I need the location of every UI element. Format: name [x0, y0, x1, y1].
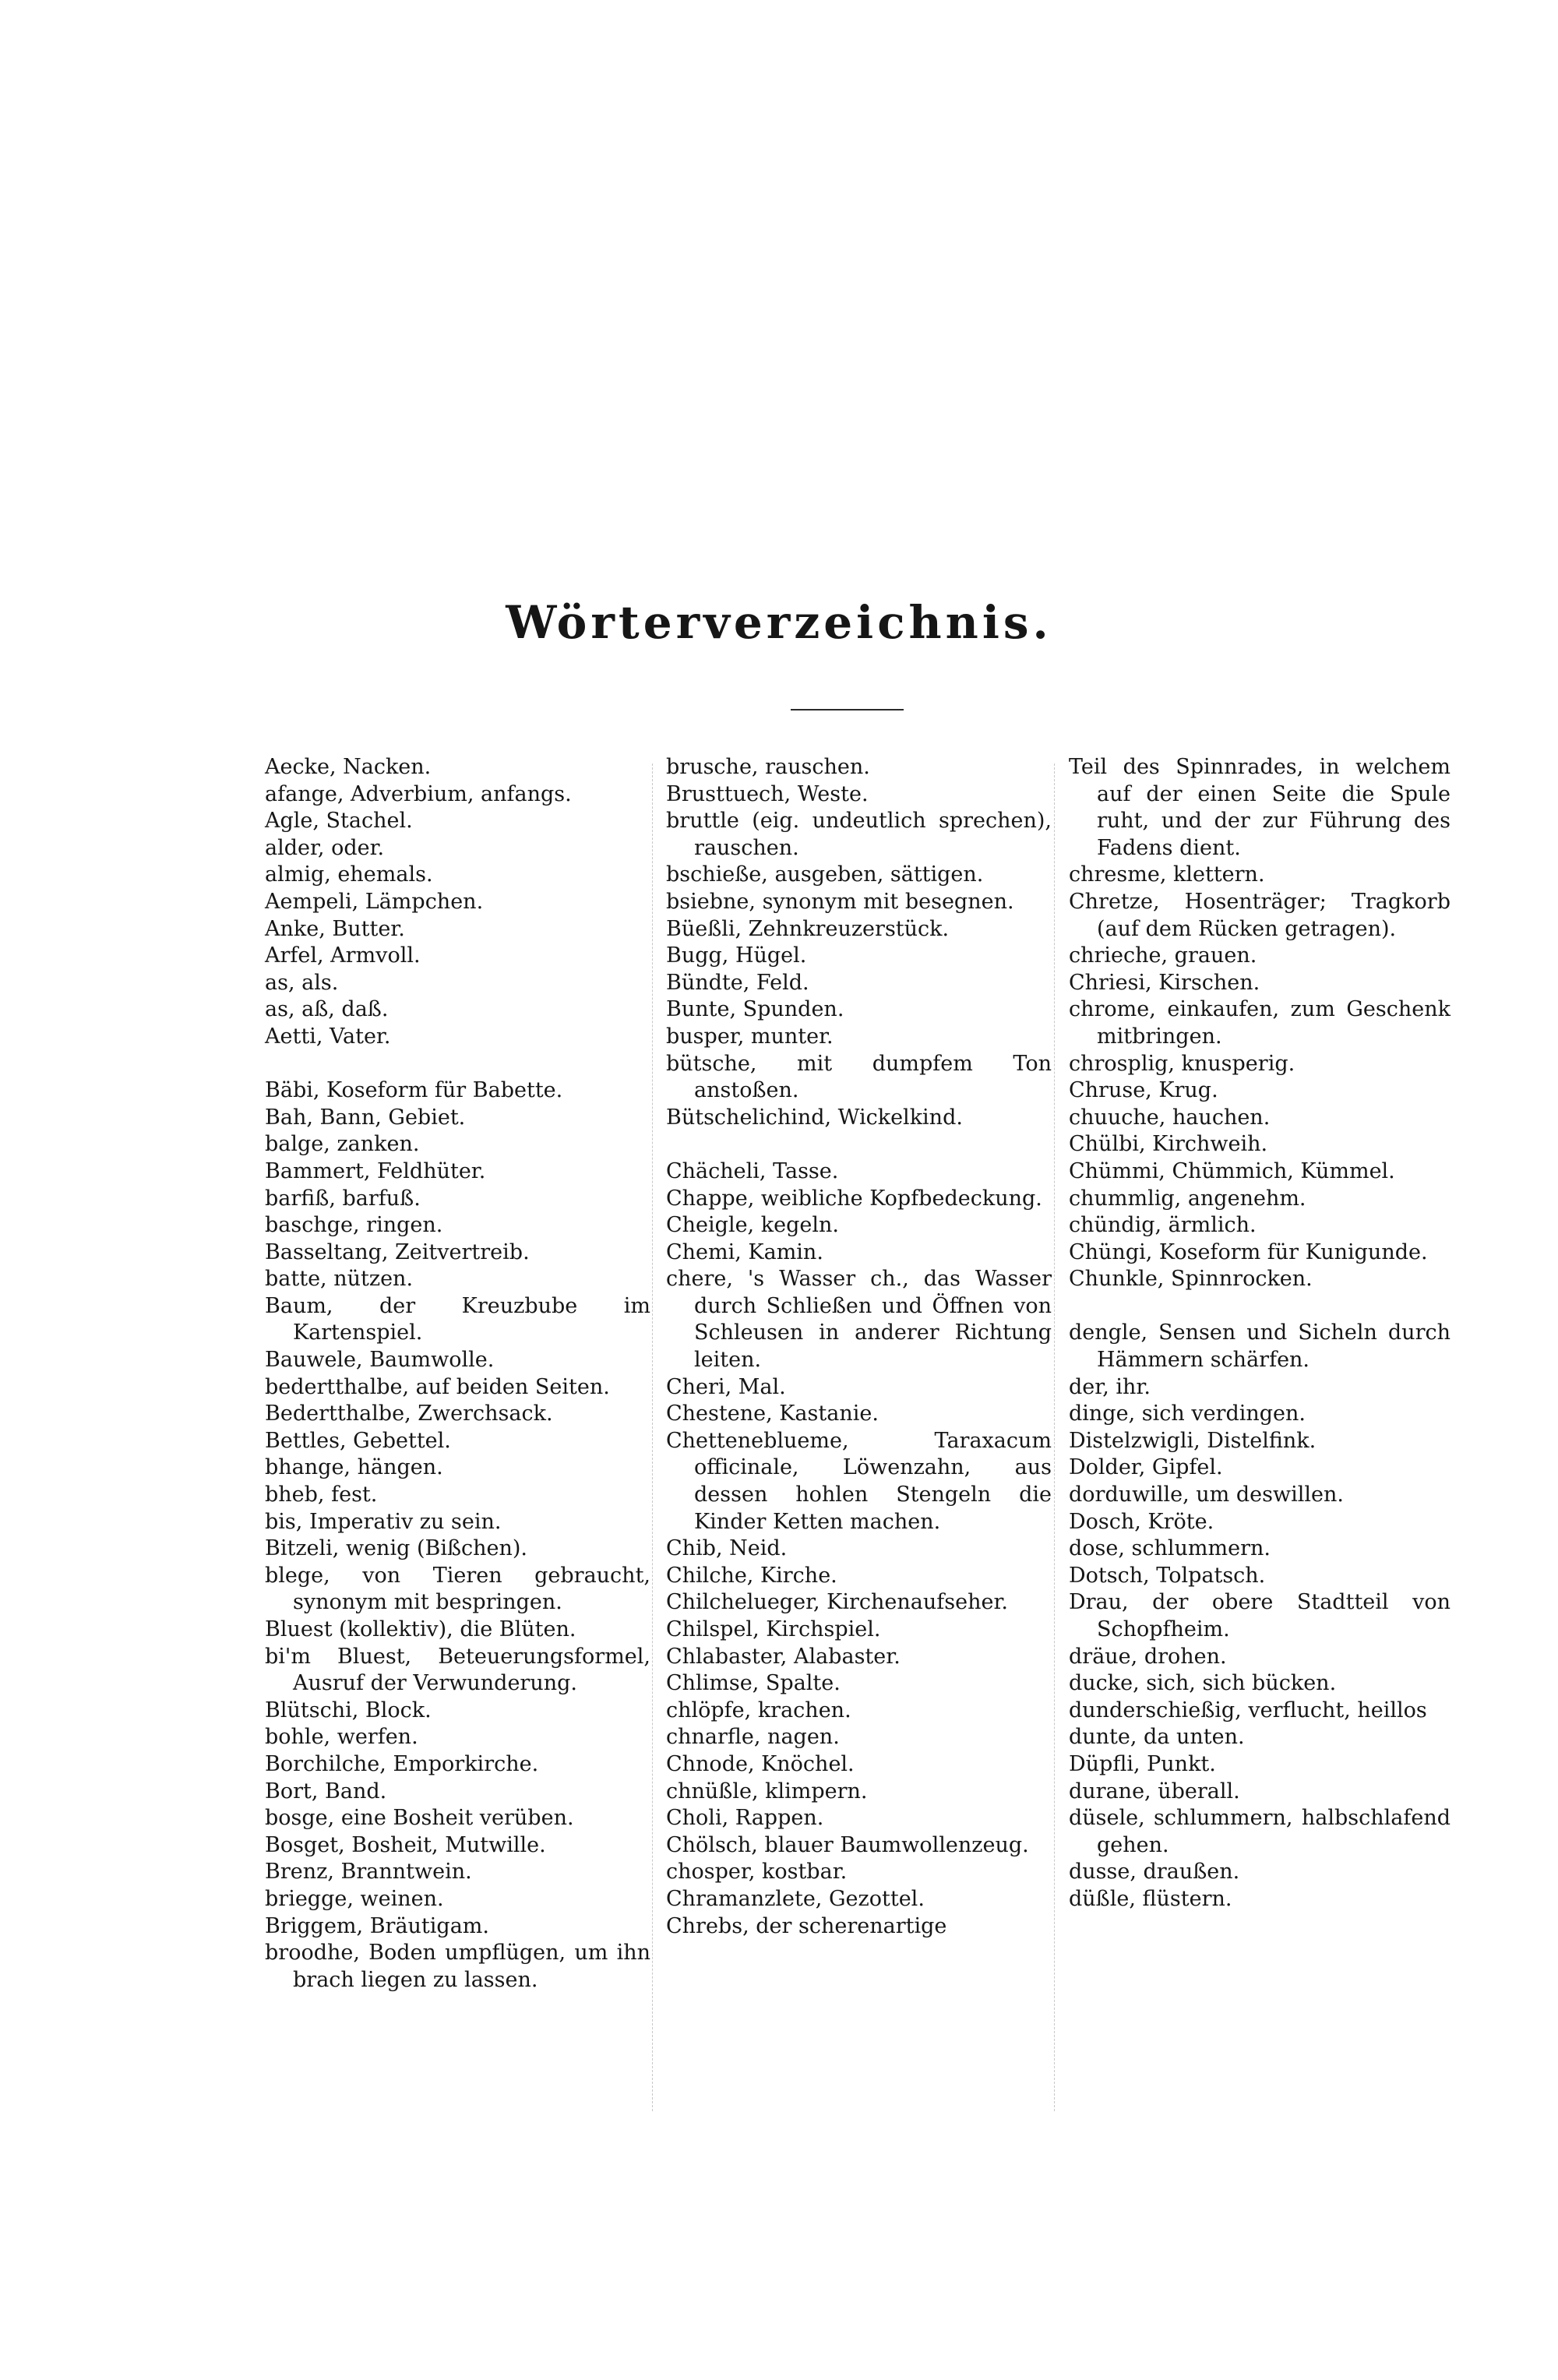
glossary-entry: Chächeli, Tasse.	[666, 1158, 839, 1183]
glossary-entry: bedertthalbe, auf beiden Seiten.	[265, 1374, 610, 1399]
glossary-entry: chresme, klettern.	[1069, 862, 1265, 887]
glossary-entry: Aecke, Nacken.	[265, 755, 432, 779]
glossary-entry: Briggem, Bräutigam.	[265, 1913, 489, 1938]
glossary-entry: chrieche, grauen.	[1069, 943, 1257, 968]
glossary-entry: Chrebs, der scherenartige	[666, 1913, 947, 1938]
glossary-entry: chrome, einkaufen, zum Geschenk mitbringen.	[1069, 997, 1450, 1049]
glossary-entry: Cheri, Mal.	[666, 1374, 786, 1399]
glossary-entry: Chib, Neid.	[666, 1536, 788, 1561]
glossary-entry: Chunkle, Spinnrocken.	[1069, 1267, 1313, 1292]
section-gap	[265, 1051, 650, 1078]
glossary-column-1	[265, 754, 650, 1994]
page-title: Wörterverzeichnis.	[506, 596, 1052, 649]
glossary-entry: dunte, da unten.	[1069, 1725, 1245, 1750]
glossary-entry: dinge, sich verdingen.	[1069, 1402, 1306, 1426]
glossary-entry: balge, zanken.	[265, 1132, 420, 1157]
glossary-entry: Chettenebluеme, Taraxacum officinale, Löwenzahn, aus dessen hohlen Stengeln die Kinder Ketten machen.	[666, 1428, 1052, 1534]
glossary-entry: Bettles, Gebettel.	[265, 1428, 451, 1453]
glossary-entry: broodhe, Boden umpflügen, um ihn brach liegen zu lassen.	[265, 1941, 650, 1992]
glossary-entry: Chölsch, blauer Baumwollenzeug.	[666, 1832, 1029, 1857]
glossary-entry: Chüngi, Koseform für Kunigunde.	[1069, 1239, 1428, 1264]
glossary-entry: Chnode, Knöchel.	[666, 1751, 855, 1776]
glossary-entry: ducke, sich, sich bücken.	[1069, 1671, 1337, 1696]
glossary-entry: Brenz, Branntwein.	[265, 1860, 472, 1885]
glossary-entry: dengle, Sensen und Sicheln durch Hämmern schärfen.	[1069, 1320, 1450, 1373]
glossary-entry: batte, nützen.	[265, 1267, 414, 1292]
glossary-entry: bi'm Bluest, Beteuerungsformel, Ausruf der Verwunderung.	[265, 1644, 650, 1696]
column-divider	[1054, 763, 1055, 2111]
glossary-entry: Borchilche, Emporkirche.	[265, 1751, 539, 1776]
glossary-entry: chuuche, hauchen.	[1069, 1105, 1271, 1130]
glossary-entry: düsele, schlummern, halbschlafend gehen.	[1069, 1806, 1450, 1857]
glossary-entry: Dosch, Kröte.	[1069, 1509, 1214, 1534]
glossary-entry: dusse, draußen.	[1069, 1860, 1240, 1885]
glossary-entry: Distelzwigli, Distelfink.	[1069, 1428, 1317, 1453]
glossary-entry: bütsche, mit dumpfem Ton anstoßen.	[666, 1051, 1052, 1103]
glossary-entry: dose, schlummern.	[1069, 1536, 1271, 1561]
glossary-entry: Bah, Bann, Gebiet.	[265, 1105, 466, 1130]
glossary-entry: Düpfli, Punkt.	[1069, 1751, 1216, 1776]
glossary-entry: bis, Imperativ zu sein.	[265, 1509, 502, 1534]
glossary-entry: Arfel, Armvoll.	[265, 943, 421, 968]
glossary-entry: Cheigle, kegeln.	[666, 1213, 839, 1238]
glossary-entry: Anke, Butter.	[265, 916, 405, 941]
glossary-entry: Büeßli, Zehnkreuzerstück.	[666, 916, 950, 941]
glossary-entry: Bedertthalbe, Zwerchsack.	[265, 1402, 553, 1426]
glossary-entry: Bäbi, Koseform für Babette.	[265, 1078, 563, 1103]
glossary-entry: Chramanzlete, Gezottel.	[666, 1886, 925, 1911]
glossary-entry: chere, 's Wasser ch., das Wasser durch Schließen und Öffnen von Schleusen in anderer Richtung leiten.	[666, 1267, 1052, 1373]
glossary-entry: Bluest (kollektiv), die Blüten.	[265, 1617, 576, 1641]
glossary-entry: dräue, drohen.	[1069, 1644, 1227, 1669]
glossary-entry: Bunte, Spunden.	[666, 997, 844, 1022]
glossary-entry: bsiebne, synonym mit besegnen.	[666, 889, 1014, 914]
glossary-entry: Choli, Rappen.	[666, 1806, 824, 1831]
section-gap	[666, 1131, 1052, 1158]
glossary-entry: chummlig, angenehm.	[1069, 1186, 1306, 1211]
glossary-entry: Brusttuech, Weste.	[666, 781, 869, 806]
glossary-entry: afange, Adverbium, anfangs.	[265, 781, 572, 806]
glossary-entry: Chretze, Hosenträger; Tragkorb (auf dem Rücken getragen).	[1069, 889, 1450, 941]
glossary-entry: Bugg, Hügel.	[666, 943, 807, 968]
glossary-column-2	[666, 754, 1052, 1940]
glossary-entry: Chilche, Kirche.	[666, 1563, 837, 1588]
glossary-entry: barfiß, barfuß.	[265, 1186, 421, 1211]
glossary-entry: Dotsch, Tolpatsch.	[1069, 1563, 1266, 1588]
glossary-entry: Bammert, Feldhüter.	[265, 1158, 486, 1183]
glossary-entry: blege, von Tieren gebraucht, synonym mit bespringen.	[265, 1563, 650, 1615]
glossary-entry: Bütschelichind, Wickelkind.	[666, 1105, 963, 1130]
glossary-entry: Chülbi, Kirchweih.	[1069, 1132, 1268, 1157]
glossary-entry: Chlabaster, Alabaster.	[666, 1644, 901, 1669]
title-rule	[791, 709, 904, 710]
glossary-entry: Chilchelueger, Kirchenaufseher.	[666, 1590, 1008, 1615]
glossary-entry: Chilspel, Kirchspiel.	[666, 1617, 881, 1641]
glossary-column-3	[1069, 754, 1450, 1913]
glossary-entry: durane, überall.	[1069, 1779, 1240, 1804]
glossary-entry: bheb, fest.	[265, 1483, 378, 1507]
glossary-entry: Bündte, Feld.	[666, 970, 809, 995]
glossary-entry: Dolder, Gipfel.	[1069, 1455, 1223, 1480]
column-divider	[652, 763, 653, 2111]
glossary-entry: briegge, weinen.	[265, 1886, 444, 1911]
glossary-entry: busper, munter.	[666, 1024, 834, 1049]
glossary-entry: Bosget, Bosheit, Mutwille.	[265, 1832, 546, 1857]
glossary-entry: Blütschi, Block.	[265, 1698, 432, 1722]
glossary-entry: Teil des Spinnrades, in welchem auf der einen Seite die Spule ruht, und der zur Führung des Fadens dient.	[1069, 755, 1450, 860]
glossary-entry: chosper, kostbar.	[666, 1860, 848, 1885]
section-gap	[1069, 1293, 1450, 1320]
glossary-entry: Chriesi, Kirschen.	[1069, 970, 1260, 995]
glossary-entry: düßle, flüstern.	[1069, 1886, 1232, 1911]
glossary-entry: Agle, Stachel.	[265, 809, 413, 834]
glossary-entry: Bauwele, Baumwolle.	[265, 1348, 495, 1373]
glossary-entry: bruttle (eig. undeutlich sprechen), rauschen.	[666, 809, 1052, 860]
glossary-entry: Basseltang, Zeitvertreib.	[265, 1239, 530, 1264]
glossary-entry: Baum, der Kreuzbube im Kartenspiel.	[265, 1293, 650, 1345]
glossary-entry: dorduwille, um deswillen.	[1069, 1483, 1344, 1507]
glossary-entry: Chemi, Kamin.	[666, 1239, 823, 1264]
glossary-entry: bhange, hängen.	[265, 1455, 443, 1480]
glossary-entry: baschge, ringen.	[265, 1213, 443, 1238]
glossary-entry: Bitzeli, wenig (Bißchen).	[265, 1536, 527, 1561]
glossary-entry: Aetti, Vater.	[265, 1024, 391, 1049]
glossary-entry: der, ihr.	[1069, 1374, 1151, 1399]
glossary-entry: Aempeli, Lämpchen.	[265, 889, 484, 914]
glossary-entry: dunderschießig, verflucht, heillos	[1069, 1698, 1427, 1722]
glossary-entry: chrosplig, knusperig.	[1069, 1051, 1295, 1076]
glossary-entry: Chlimse, Spalte.	[666, 1671, 841, 1696]
glossary-entry: Chruse, Krug.	[1069, 1078, 1218, 1103]
glossary-entry: chnarfle, nagen.	[666, 1725, 840, 1750]
glossary-entry: chündig, ärmlich.	[1069, 1213, 1257, 1238]
glossary-entry: Drau, der obere Stadtteil von Schopfheim.	[1069, 1590, 1450, 1641]
glossary-entry: bosge, eine Bosheit verüben.	[265, 1806, 574, 1831]
glossary-entry: bohle, werfen.	[265, 1725, 418, 1750]
glossary-entry: chlöpfe, krachen.	[666, 1698, 851, 1722]
glossary-entry: as, aß, daß.	[265, 997, 389, 1022]
glossary-entry: Chümmi, Chümmich, Kümmel.	[1069, 1158, 1395, 1183]
glossary-entry: chnüßle, klimpern.	[666, 1779, 868, 1804]
glossary-entry: bschieße, ausgeben, sättigen.	[666, 862, 984, 887]
glossary-entry: Bort, Band.	[265, 1779, 387, 1804]
glossary-entry: Chappe, weibliche Kopfbedeckung.	[666, 1186, 1042, 1211]
glossary-entry: almig, ehemals.	[265, 862, 433, 887]
glossary-entry: brusche, rauschen.	[666, 755, 870, 779]
glossary-entry: alder, oder.	[265, 835, 385, 860]
glossary-entry: Chestene, Kastanie.	[666, 1402, 879, 1426]
glossary-entry: as, als.	[265, 970, 339, 995]
